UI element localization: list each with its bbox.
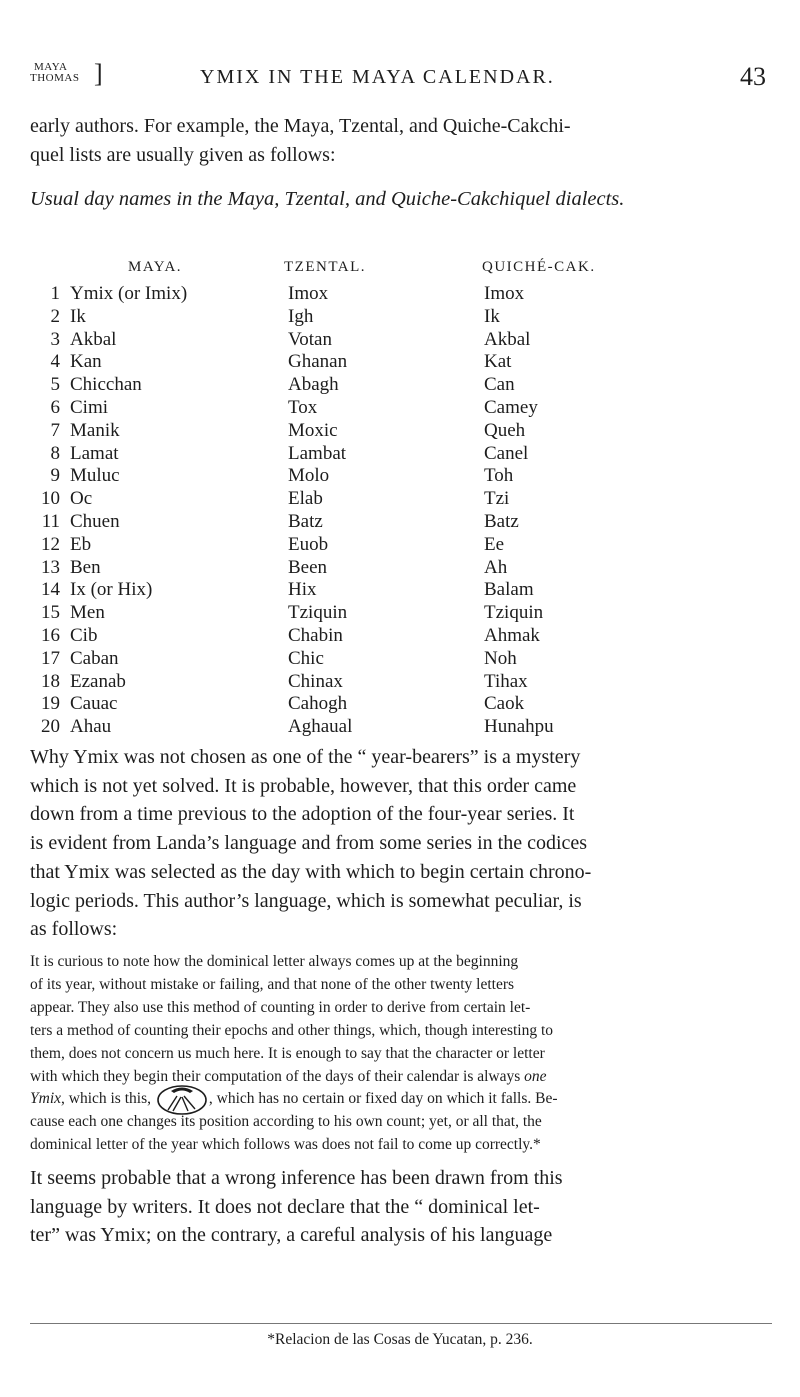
- maya-name: Men: [70, 602, 105, 624]
- paragraph-inference: [30, 1164, 772, 1250]
- day-number: 13: [41, 556, 60, 578]
- quiche-name: Caok: [484, 693, 525, 715]
- tzental-name: Hix: [288, 579, 317, 601]
- side-mark-line1: MAYA: [34, 61, 68, 73]
- quote-text: with which they begin their computation of the days of their calendar is always: [30, 1067, 525, 1085]
- tzental-name: Tox: [288, 397, 318, 418]
- side-mark: [30, 62, 79, 84]
- quiche-name: Hunahpu: [484, 716, 554, 738]
- quote-line: [30, 1088, 772, 1111]
- quiche-name: Canel: [484, 442, 529, 464]
- paragraph-line: ter” was Ymix; on the contrary, a careful analysis of his language: [30, 1224, 553, 1247]
- paragraph-line: is evident from Landa’s language and from some series in the codices: [30, 832, 588, 855]
- quiche-name: Tzi: [484, 488, 510, 510]
- maya-name: Muluc: [70, 465, 120, 487]
- maya-name: Kan: [70, 351, 102, 373]
- tzental-name: Been: [288, 556, 328, 578]
- day-number: 7: [50, 419, 60, 441]
- day-number: 10: [41, 488, 60, 510]
- tzental-name: Cahogh: [288, 693, 348, 715]
- quote-line: them, does not concern us much here. It is enough to say that the character or letter: [30, 1044, 545, 1062]
- quiche-name: Kat: [484, 351, 512, 373]
- quote-line: appear. They also use this method of counting in order to derive from certain let-: [30, 998, 531, 1016]
- page-header: [30, 59, 766, 98]
- quiche-name: Can: [484, 374, 515, 396]
- quote-line: dominical letter of the year which follows was does not fail to come up correctly.*: [30, 1136, 541, 1154]
- tzental-name: Chabin: [288, 625, 343, 646]
- maya-name: Ik: [70, 305, 86, 327]
- day-number: 12: [41, 533, 60, 555]
- quiche-name: Queh: [484, 419, 526, 441]
- day-number: 17: [41, 647, 60, 669]
- day-number: 16: [41, 625, 60, 646]
- tzental-name: Tziquin: [288, 602, 348, 624]
- maya-name: Ben: [70, 556, 101, 578]
- paragraph-line: logic periods. This author’s language, which is somewhat peculiar, is: [30, 889, 582, 912]
- maya-name: Cib: [70, 625, 98, 646]
- quiche-name: Tziquin: [484, 602, 544, 624]
- intro-line: early authors. For example, the Maya, Tzental, and Quiche-Cakchi-: [30, 115, 571, 137]
- paragraph-line: language by writers. It does not declare that the “ dominical let-: [30, 1195, 540, 1218]
- maya-name: Ahau: [70, 716, 112, 738]
- tzental-name: Aghaual: [288, 716, 353, 738]
- quote-line: [30, 1066, 772, 1089]
- table-row: [0, 716, 800, 744]
- footnote-rule: [30, 1323, 772, 1324]
- day-number: 15: [41, 602, 60, 624]
- quiche-name: Ahmak: [484, 625, 540, 646]
- quote-line: of its year, without mistake or failing, and that none of the other twenty letters: [30, 975, 515, 993]
- tzental-name: Lambat: [288, 442, 347, 464]
- quote-text: , which is this,: [61, 1090, 155, 1108]
- paragraph-line: as follows:: [30, 918, 118, 941]
- quiche-name: Camey: [484, 397, 538, 418]
- intro-line: quel lists are usually given as follows:: [30, 144, 336, 166]
- maya-name: Cimi: [70, 397, 109, 418]
- side-mark-line2: THOMAS: [30, 72, 80, 84]
- tzental-name: Molo: [288, 465, 330, 487]
- day-number: 11: [41, 511, 60, 532]
- day-number: 18: [41, 670, 60, 692]
- footnote: *Relacion de las Cosas de Yucatan, p. 236.: [267, 1331, 533, 1348]
- maya-name: Ix (or Hix): [70, 579, 153, 601]
- landa-quotation: [30, 951, 772, 1157]
- side-mark-bracket: ]: [94, 59, 103, 88]
- quote-line: It is curious to note how the dominical letter always comes up at the beginning: [30, 953, 519, 970]
- quiche-name: Batz: [484, 511, 519, 532]
- maya-name: Chicchan: [70, 374, 142, 396]
- quote-italic: one: [524, 1067, 547, 1085]
- quote-line: cause each one changes its position according to his own count; yet, or all that, the: [30, 1113, 542, 1131]
- maya-name: Ezanab: [70, 670, 126, 692]
- maya-name: Ymix (or Imix): [70, 283, 188, 304]
- quiche-name: Imox: [484, 283, 525, 304]
- quote-text: , which has no certain or fixed day on which it falls. Be-: [208, 1090, 558, 1108]
- day-number: 19: [41, 693, 60, 715]
- paragraph-line: that Ymix was selected as the day with which to begin certain chrono-: [30, 860, 592, 883]
- quote-line: ters a method of counting their epochs and other things, which, though interesting to: [30, 1021, 554, 1039]
- maya-name: Manik: [70, 419, 120, 441]
- day-number: 8: [50, 442, 60, 464]
- maya-name: Eb: [70, 533, 92, 555]
- tzental-name: Euob: [288, 533, 329, 555]
- column-header-quiche: QUICHÉ-CAK.: [482, 259, 596, 275]
- tzental-name: Moxic: [288, 419, 338, 441]
- quiche-name: Balam: [484, 579, 534, 601]
- maya-name: Oc: [70, 488, 93, 510]
- table-caption: Usual day names in the Maya, Tzental, and Quiche-Cakchiquel dialects.: [30, 188, 625, 210]
- tzental-name: Igh: [288, 305, 314, 327]
- tzental-name: Imox: [288, 283, 329, 304]
- quiche-name: Tihax: [484, 670, 528, 692]
- quiche-name: Noh: [484, 647, 517, 669]
- tzental-name: Votan: [288, 328, 332, 350]
- paragraph-line: which is not yet solved. It is probable, however, that this order came: [30, 774, 577, 797]
- day-number: 4: [50, 351, 60, 373]
- quiche-name: Akbal: [484, 328, 531, 350]
- running-head: YMIX IN THE MAYA CALENDAR.: [200, 66, 555, 88]
- paragraph-line: Why Ymix was not chosen as one of the “ year-bearers” is a mystery: [30, 746, 581, 768]
- tzental-name: Elab: [288, 488, 323, 510]
- maya-name: Lamat: [70, 442, 119, 464]
- day-number: 9: [50, 465, 60, 487]
- maya-name: Akbal: [70, 328, 117, 350]
- tzental-name: Chinax: [288, 670, 343, 692]
- intro-paragraph: [30, 112, 770, 170]
- tzental-name: Abagh: [288, 374, 339, 396]
- day-number: 6: [50, 397, 60, 418]
- page-number: 43: [740, 62, 766, 91]
- day-number: 20: [41, 716, 60, 738]
- maya-name: Caban: [70, 647, 119, 669]
- day-number: 2: [50, 305, 60, 327]
- paragraph-ymix-mystery: [30, 743, 772, 944]
- tzental-name: Ghanan: [288, 351, 348, 373]
- column-header-tzental: TZENTAL.: [284, 259, 367, 275]
- day-number: 1: [50, 283, 60, 304]
- tzental-name: Chic: [288, 647, 324, 669]
- day-number: 5: [50, 374, 60, 396]
- quiche-name: Ah: [484, 556, 508, 578]
- quote-italic: Ymix: [30, 1090, 61, 1108]
- tzental-name: Batz: [288, 511, 323, 532]
- maya-name: Cauac: [70, 693, 118, 715]
- maya-name: Chuen: [70, 511, 120, 532]
- quiche-name: Ee: [484, 533, 505, 555]
- quiche-name: Toh: [484, 465, 514, 487]
- column-header-maya: MAYA.: [128, 259, 183, 275]
- day-number: 3: [50, 328, 60, 350]
- day-number: 14: [41, 579, 60, 601]
- paragraph-line: It seems probable that a wrong inference has been drawn from this: [30, 1167, 563, 1189]
- quiche-name: Ik: [484, 305, 500, 327]
- paragraph-line: down from a time previous to the adoption of the four-year series. It: [30, 803, 575, 826]
